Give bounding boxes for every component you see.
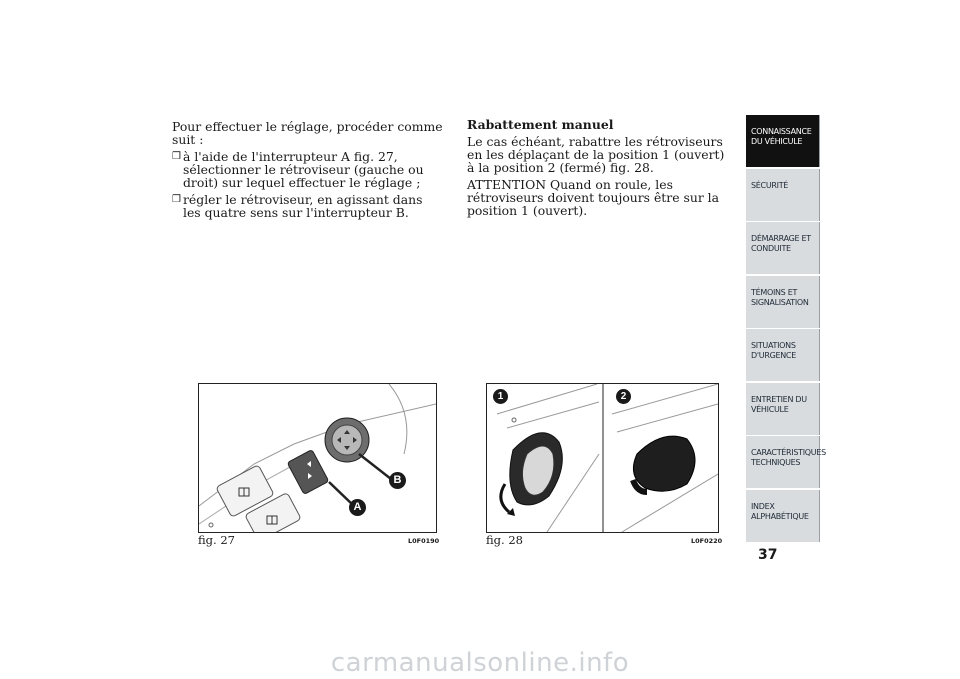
section-heading: Rabattement manuel xyxy=(467,117,614,132)
tab-temoins-et-signalisation[interactable]: TÉMOINS ET SIGNALISATION xyxy=(746,276,820,328)
attention-paragraph: ATTENTION Quand on roule, les rétroviseurs doivent toujours être sur la position 1 (ouvert). xyxy=(467,177,720,218)
figure-28-code: L0F0220 xyxy=(691,537,723,545)
figure-28 xyxy=(486,383,719,533)
mirror-switch-illustration xyxy=(199,384,436,532)
bullet-text: régler le rétroviseur, en agissant dans les quatre sens sur l'interrupteur B. xyxy=(183,192,423,220)
tab-entretien-du-vehicule[interactable]: ENTRETIEN DU VÉHICULE xyxy=(746,383,820,435)
watermark: carmanualsonline.info xyxy=(330,648,630,678)
callout-2: 2 xyxy=(616,389,631,404)
tab-securite[interactable]: SÉCURITÉ xyxy=(746,169,820,221)
right-text-column xyxy=(467,118,733,221)
tab-index-alphabetique[interactable]: INDEX ALPHABÉTIQUE xyxy=(746,490,820,542)
tab-situations-d-urgence[interactable]: SITUATIONS D'URGENCE xyxy=(746,329,820,381)
figure-27-caption: fig. 27 xyxy=(198,533,235,547)
intro-paragraph: Pour effectuer le réglage, procéder comme suit : xyxy=(172,119,443,147)
bullet-text: à l'aide de l'interrupteur A fig. 27, sélectionner le rétroviseur (gauche ou droit) sur lequel effectuer le réglage ; xyxy=(183,149,424,190)
chapter-sidebar xyxy=(746,115,826,543)
tab-caracteristiques-techniques[interactable]: CARACTÉRISTIQUES TECHNIQUES xyxy=(746,436,820,488)
tab-demarrage-et-conduite[interactable]: DÉMARRAGE ET CONDUITE xyxy=(746,222,820,274)
left-text-column xyxy=(172,120,444,223)
bullet-item xyxy=(172,193,444,219)
figure-27-code: L0F0190 xyxy=(408,537,440,545)
callout-a: A xyxy=(349,499,366,516)
callout-b: B xyxy=(389,472,406,489)
figure-28-caption: fig. 28 xyxy=(486,533,523,547)
body-paragraph: Le cas échéant, rabattre les rétroviseurs en les déplaçant de la position 1 (ouvert) à la position 2 (fermé) fig. 28. xyxy=(467,134,725,175)
callout-1: 1 xyxy=(493,389,508,404)
mirror-folding-illustration xyxy=(487,384,718,532)
bullet-item xyxy=(172,150,444,189)
page-number: 37 xyxy=(758,547,778,563)
tab-connaissance-du-vehicule[interactable]: CONNAISSANCE DU VÉHICULE xyxy=(746,115,820,167)
bullet-mark: ❒ xyxy=(172,151,181,162)
bullet-mark: ❒ xyxy=(172,194,181,205)
figure-27 xyxy=(198,383,437,533)
